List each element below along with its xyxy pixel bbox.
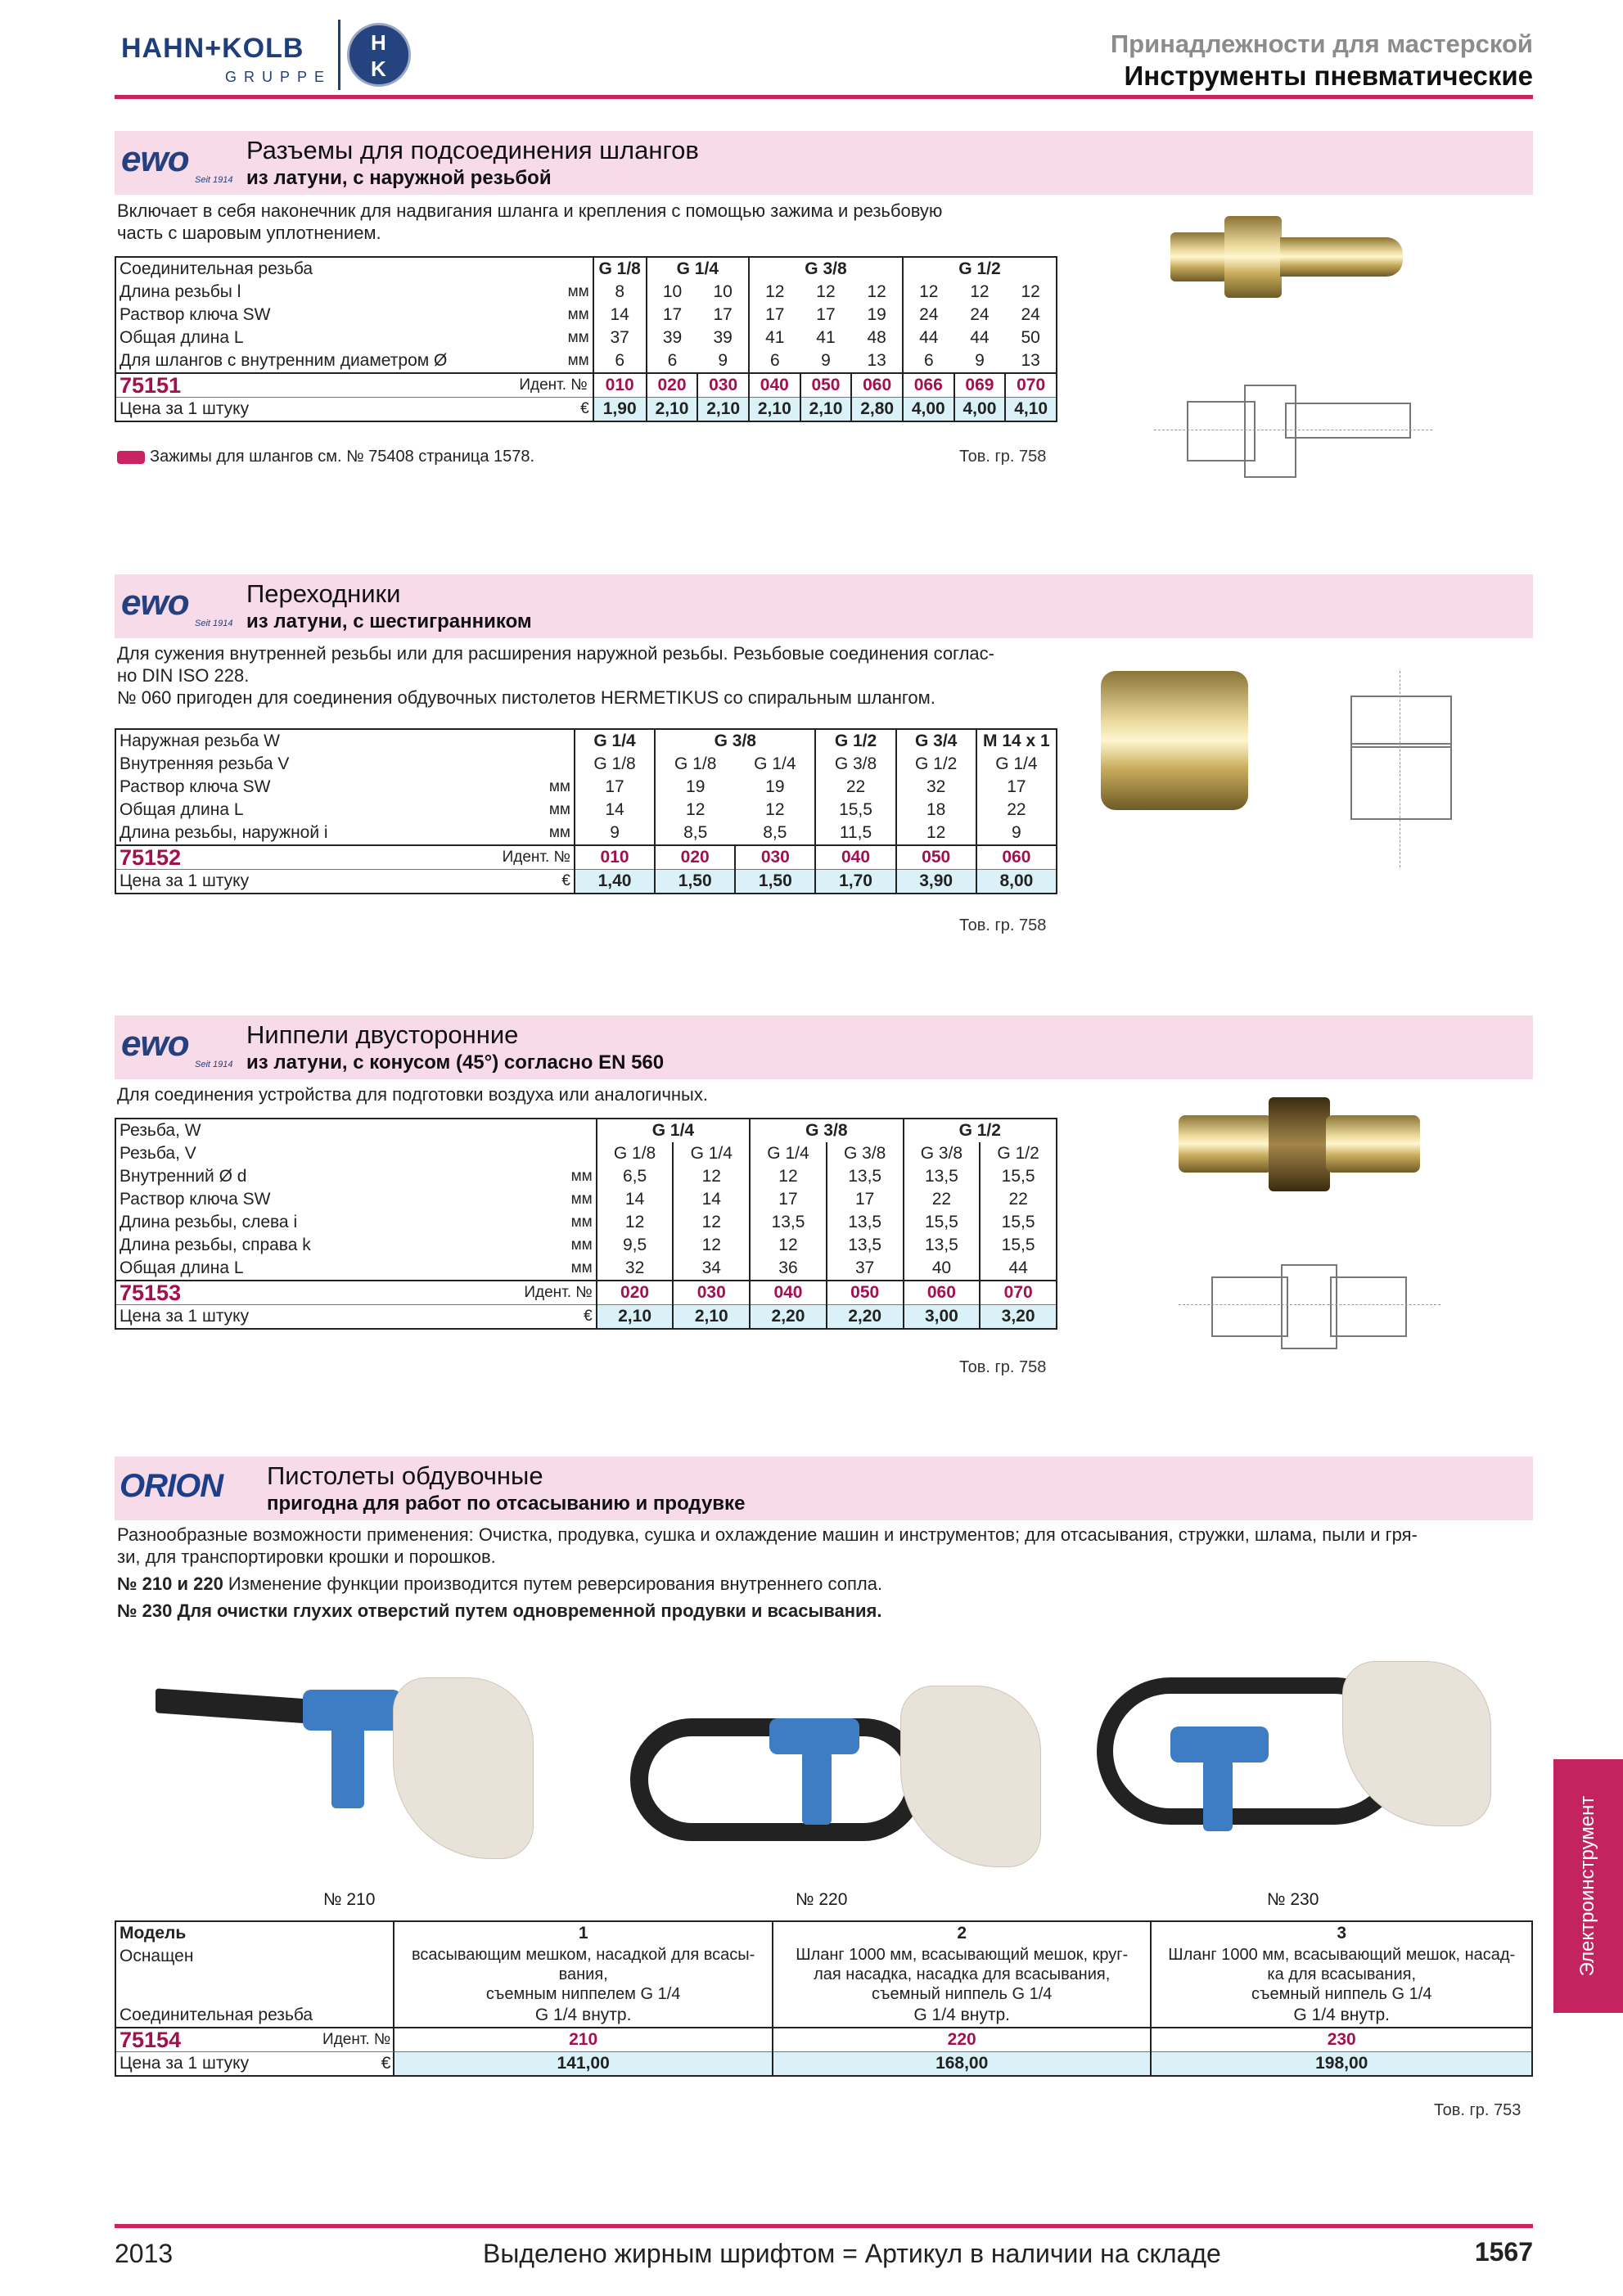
adapter-drawing bbox=[1293, 655, 1506, 876]
arrow-right-icon bbox=[117, 451, 145, 464]
description-line: № 230 Для очистки глухих отверстий путем одновременной продувки и всасывания. bbox=[117, 1600, 882, 1621]
table-row: Внутренняя резьба V G 1/8 G 1/8 G 1/4 G 3/8 G 1/2 G 1/4 bbox=[115, 753, 1057, 776]
image-label: № 230 bbox=[1267, 1890, 1319, 1909]
double-nipple-drawing bbox=[1179, 1219, 1457, 1375]
table-row: Раствор ключа SW мм 14 17 17 17 17 19 24 24 24 bbox=[115, 304, 1057, 326]
page-category: Принадлежности для мастерской bbox=[1110, 29, 1533, 58]
table-row: Для шлангов с внутренним диаметром Ø мм 6 6 9 6 9 13 6 9 13 bbox=[115, 349, 1057, 373]
article-number: 75152 bbox=[115, 845, 476, 870]
image-label: № 210 bbox=[323, 1890, 376, 1909]
description-line: № 210 и 220 Изменение функции производится путем реверсирования внутреннего сопла. bbox=[117, 1573, 883, 1594]
clamp-reference-note bbox=[117, 448, 534, 466]
spec-table-75152: Наружная резьба W G 1/4 G 3/8 G 1/2 G 3/4 M 14 x 1 Внутренняя резьба V G 1/8 G 1/8 G 1/4 G 3/8 G 1/2 G 1/4 Раствор ключа SW мм 17 19 19 22 32 17 Общая длина L мм 14 12 12 15,5 18 22 Длина резьбы, наружной i мм 9 8,5 8,5 11,5 12 9 75152 Идент. № 010 020 030 040 050 060 Цена за 1 штуку € 1,40 1,50 1,50 1,70 3,90 8,00 bbox=[115, 728, 1057, 894]
catalog-year: 2013 bbox=[115, 2239, 174, 2268]
blow-gun-220-photo bbox=[630, 1686, 1048, 1898]
header-rule bbox=[115, 95, 1533, 99]
adapter-photo bbox=[1101, 671, 1248, 810]
goods-group: Тов. гр. 758 bbox=[959, 448, 1047, 466]
section-subtitle: из латуни, с наружной резьбой bbox=[246, 167, 552, 189]
page-subcategory: Инструменты пневматические bbox=[1124, 61, 1533, 91]
orion-logo: ORION bbox=[119, 1468, 223, 1504]
thread-header: G 1/4 bbox=[647, 257, 749, 281]
id-row: 75154 Идент. № 210 220 230 bbox=[115, 2028, 1532, 2052]
image-label: № 220 bbox=[796, 1890, 848, 1909]
section-title: Ниппели двусторонние bbox=[246, 1020, 519, 1049]
description-line: часть с шаровым уплотнением. bbox=[117, 223, 381, 243]
table-row: Общая длина L мм 32 34 36 37 40 44 bbox=[115, 1257, 1057, 1281]
article-number: 75154 Идент. № bbox=[115, 2028, 394, 2052]
blow-gun-230-photo bbox=[1097, 1661, 1506, 1890]
article-number: 75153 bbox=[115, 1281, 474, 1305]
company-logo-subtext: GRUPPE bbox=[225, 69, 332, 85]
hose-connector-photo bbox=[1170, 211, 1416, 301]
description-line: Включает в себя наконечник для надвигания шланга и крепления с помощью зажима и резьбовую bbox=[117, 200, 943, 221]
table-row: Раствор ключа SW мм 17 19 19 22 32 17 bbox=[115, 776, 1057, 799]
price-row: Цена за 1 штуку € 2,10 2,10 2,20 2,20 3,00 3,20 bbox=[115, 1305, 1057, 1330]
section-description bbox=[117, 642, 994, 709]
side-tab-power-tools[interactable] bbox=[1553, 1759, 1623, 2013]
section-banner-blow-guns bbox=[115, 1456, 1533, 1520]
note-text: Зажимы для шлангов см. № 75408 страница 1578. bbox=[150, 448, 535, 466]
thread-header: G 1/2 bbox=[903, 257, 1057, 281]
ewo-logo: ewo bbox=[121, 139, 189, 179]
table-row: Общая длина L мм 37 39 39 41 41 48 44 44 50 bbox=[115, 326, 1057, 349]
price-row: Цена за 1 штуку € 1,40 1,50 1,50 1,70 3,90 8,00 bbox=[115, 870, 1057, 894]
company-emblem-icon bbox=[347, 23, 411, 87]
section-title: Переходники bbox=[246, 579, 401, 608]
header-label: Соединительная резьба bbox=[119, 259, 313, 278]
hose-connector-drawing bbox=[1154, 335, 1449, 499]
id-row: 75153 Идент. № 020 030 040 050 060 070 bbox=[115, 1281, 1057, 1305]
company-logo-text: HAHN+KOLB bbox=[121, 33, 304, 64]
thread-header: G 1/8 bbox=[593, 257, 647, 281]
price-row: Цена за 1 штуку € 141,00 168,00 198,00 bbox=[115, 2052, 1532, 2077]
section-subtitle: из латуни, с конусом (45°) согласно EN 560 bbox=[246, 1051, 665, 1074]
emblem-letter-bottom: K bbox=[371, 56, 386, 81]
description-line: Разнообразные возможности применения: Очистка, продувка, сушка и охлаждение машин и инструментов; для отсасывания, стружки, шлама, пыли и гря- bbox=[117, 1524, 1418, 1545]
blow-gun-210-photo bbox=[156, 1669, 532, 1890]
table-row: Соединительная резьба G 1/4 внутр. G 1/4 внутр. G 1/4 внутр. bbox=[115, 2004, 1532, 2028]
ewo-logo-tag: Seit 1914 bbox=[195, 1060, 233, 1069]
ewo-logo-tag: Seit 1914 bbox=[195, 175, 233, 185]
side-tab-label: Электроинструмент bbox=[1576, 1795, 1598, 1977]
id-row: 75151 Идент. № 010 020 030 040 050 060 066 069 070 bbox=[115, 373, 1057, 398]
section-banner-adapters bbox=[115, 574, 1533, 638]
price-row: Цена за 1 штуку € 1,90 2,10 2,10 2,10 2,10 2,80 4,00 4,00 4,10 bbox=[115, 398, 1057, 422]
ewo-logo: ewo bbox=[121, 1024, 189, 1064]
thread-header: G 3/8 bbox=[749, 257, 903, 281]
emblem-letter-top: H bbox=[371, 30, 386, 55]
section-banner-double-nipples bbox=[115, 1015, 1533, 1079]
section-title: Разъемы для подсоединения шлангов bbox=[246, 136, 699, 164]
goods-group: Тов. гр. 758 bbox=[959, 916, 1047, 934]
logo-separator bbox=[338, 20, 340, 90]
table-row: Общая длина L мм 14 12 12 15,5 18 22 bbox=[115, 799, 1057, 822]
spec-table-75151 bbox=[115, 256, 1057, 422]
double-nipple-photo bbox=[1179, 1092, 1424, 1195]
table-row: Резьба, V G 1/8 G 1/4 G 1/4 G 3/8 G 3/8 G 1/2 bbox=[115, 1142, 1057, 1165]
table-row: Длина резьбы l мм 8 10 10 12 12 12 12 12 12 bbox=[115, 281, 1057, 304]
table-row: Длина резьбы, слева i мм 12 12 13,5 13,5 15,5 15,5 bbox=[115, 1211, 1057, 1234]
ewo-logo: ewo bbox=[121, 583, 189, 623]
description-line: № 060 пригоден для соединения обдувочных пистолетов HERMETIKUS со спиральным шлангом. bbox=[117, 687, 935, 708]
section-title: Пистолеты обдувочные bbox=[267, 1461, 543, 1490]
spec-table-75153: Резьба, W G 1/4 G 3/8 G 1/2 Резьба, V G 1/8 G 1/4 G 1/4 G 3/8 G 3/8 G 1/2 Внутренний Ø d мм 6,5 12 12 13,5 13,5 15,5 Раствор ключа SW мм 14 14 17 17 22 22 Длина резьбы, слева i мм 12 12 13,5 13,5 15,5 15,5 Длина резьбы, справа k мм 9,5 12 12 13,5 13,5 15,5 Общая длина L мм 32 34 36 37 40 44 75153 Идент. № 020 030 040 050 060 070 Цена за 1 штуку € 2,10 2,10 2,20 2,20 3,00 3,20 bbox=[115, 1118, 1057, 1330]
section-subtitle: пригодна для работ по отсасыванию и продувке bbox=[267, 1492, 746, 1515]
table-row: Внутренний Ø d мм 6,5 12 12 13,5 13,5 15,5 bbox=[115, 1165, 1057, 1188]
footer-rule bbox=[115, 2224, 1533, 2228]
description-line: но DIN ISO 228. bbox=[117, 665, 250, 686]
description-line: зи, для транспортировки крошки и порошков. bbox=[117, 1546, 496, 1567]
article-number: 75151 bbox=[115, 373, 516, 398]
page-number: 1567 bbox=[1474, 2237, 1533, 2267]
goods-group: Тов. гр. 753 bbox=[1434, 2101, 1522, 2119]
spec-table-75154: Модель 1 2 3 Оснащен всасывающим мешком, насадкой для всасы- вания, съемным ниппелем G 1/4 Шланг 1000 мм, всасывающий мешок, круг- лая насадка, насадка для всасывания, съемный ниппель G 1/4 Шланг 1000 мм, всасывающий мешок, насад- ка для всасывания, съемный ниппель G 1/4 Соединительная резьба G 1/4 внутр. G 1/4 внутр. G 1/4 внутр. 75154 Идент. № 210 220 230 Цена за 1 штуку € 141,00 168,00 198,00 bbox=[115, 1920, 1533, 2077]
table-row: Длина резьбы, наружной i мм 9 8,5 8,5 11,5 12 9 bbox=[115, 822, 1057, 845]
goods-group: Тов. гр. 758 bbox=[959, 1358, 1047, 1376]
section-description: Для соединения устройства для подготовки воздуха или аналогичных. bbox=[117, 1084, 708, 1105]
table-row: Длина резьбы, справа k мм 9,5 12 12 13,5 13,5 15,5 bbox=[115, 1234, 1057, 1257]
section-description bbox=[117, 200, 942, 244]
table-row: Раствор ключа SW мм 14 14 17 17 22 22 bbox=[115, 1188, 1057, 1211]
ewo-logo-tag: Seit 1914 bbox=[195, 619, 233, 628]
stock-legend: Выделено жирным шрифтом = Артикул в наличии на складе bbox=[483, 2239, 1221, 2268]
description-line: Для сужения внутренней резьбы или для расширения наружной резьбы. Резьбовые соединения соглас- bbox=[117, 643, 994, 664]
section-description bbox=[117, 1524, 1533, 1622]
section-subtitle: из латуни, с шестигранником bbox=[246, 610, 532, 633]
section-banner-hose-connectors bbox=[115, 131, 1533, 195]
id-row: 75152 Идент. № 010 020 030 040 050 060 bbox=[115, 845, 1057, 870]
table-row: Оснащен всасывающим мешком, насадкой для всасы- вания, съемным ниппелем G 1/4 Шланг 1000 мм, всасывающий мешок, круг- лая насадка, насадка для всасывания, съемный ниппель G 1/4 Шланг 1000 мм, всасывающий мешок, насад- ка для всасывания, съемный ниппель G 1/4 bbox=[115, 1945, 1532, 2004]
